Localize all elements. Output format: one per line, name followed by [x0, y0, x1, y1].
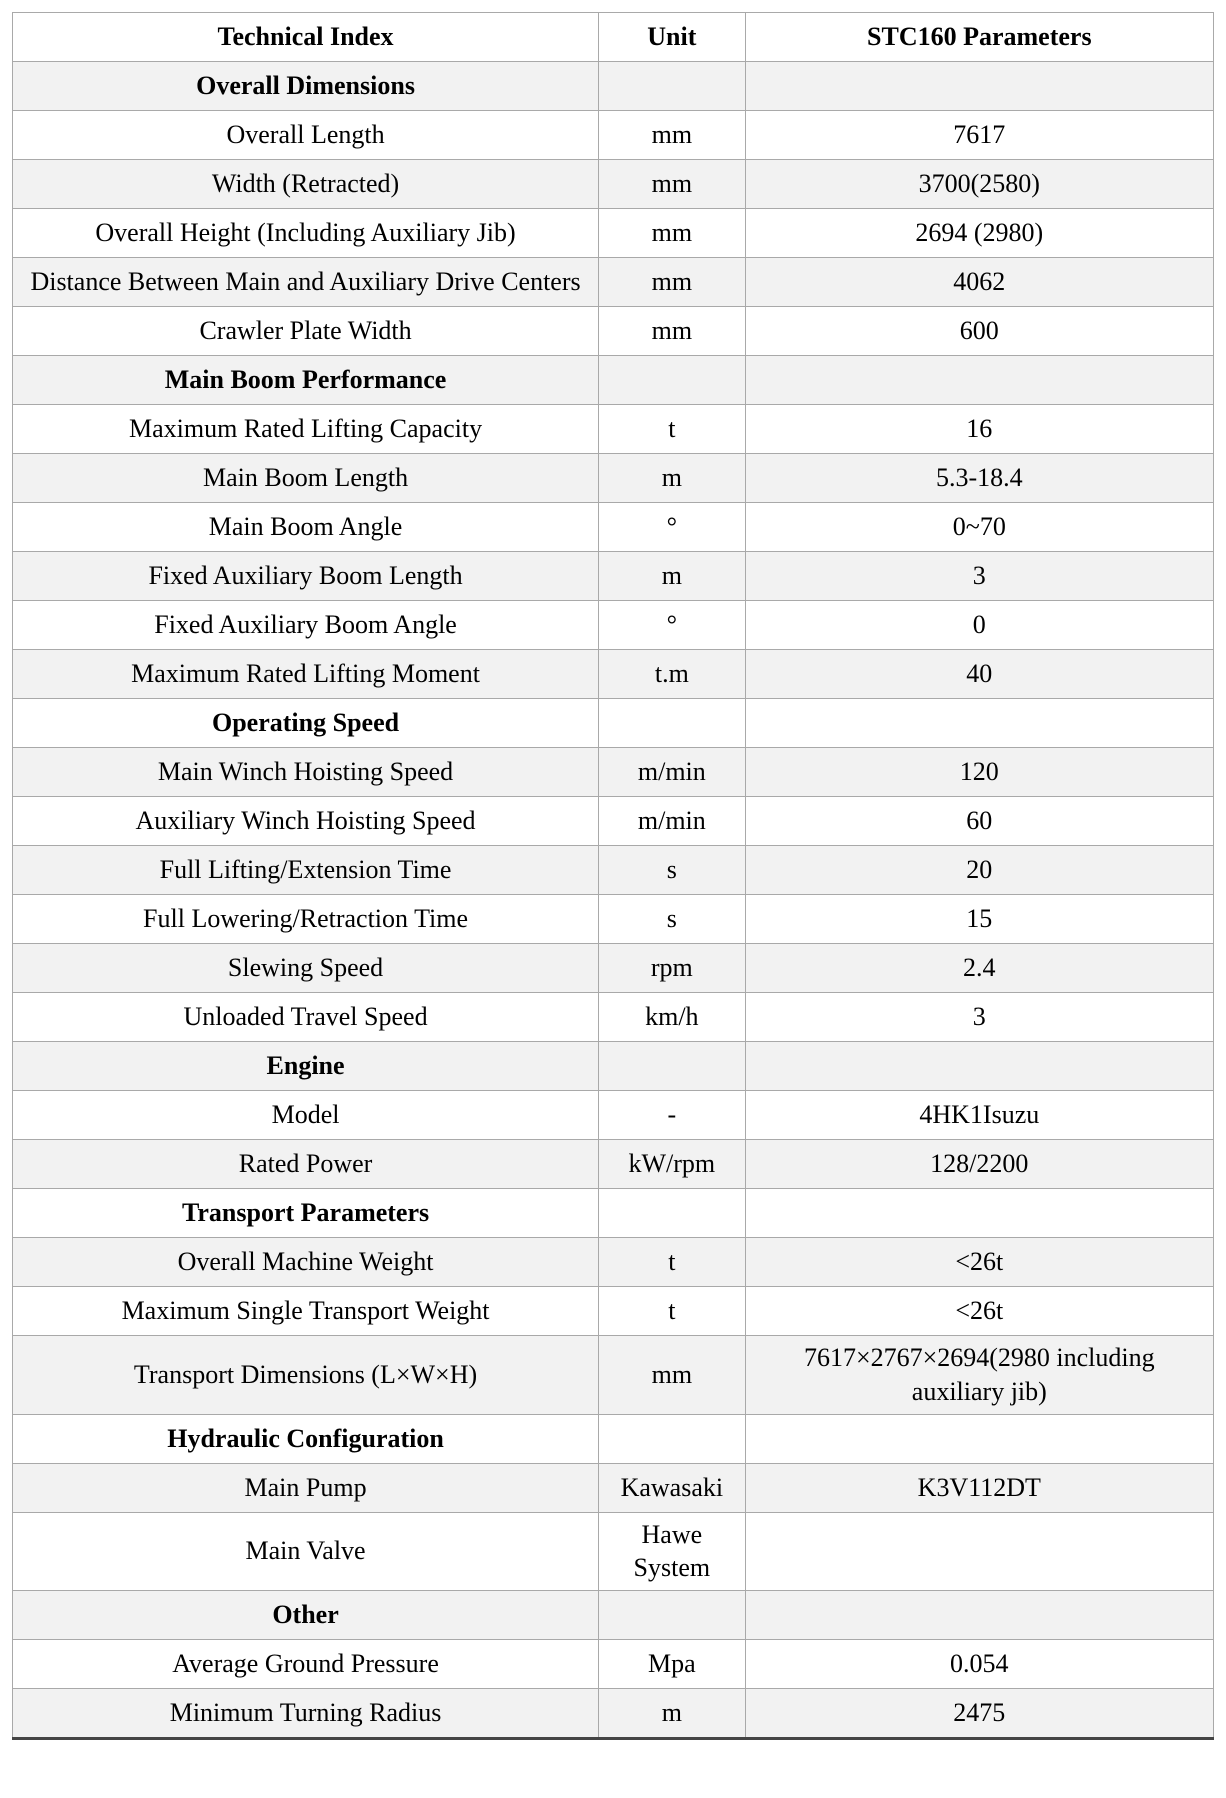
unit-cell: s	[599, 846, 746, 895]
section-title: Main Boom Performance	[13, 356, 599, 405]
table-row	[13, 944, 1214, 993]
parameter-value-cell: 0~70	[745, 503, 1213, 552]
parameter-value-cell: 4062	[745, 258, 1213, 307]
parameter-value-cell: 5.3-18.4	[745, 454, 1213, 503]
table-row	[13, 307, 1214, 356]
parameter-value-cell: 0.054	[745, 1640, 1213, 1689]
unit-cell: m	[599, 454, 746, 503]
table-row	[13, 1238, 1214, 1287]
unit-cell	[599, 1414, 746, 1463]
unit-cell: m	[599, 1689, 746, 1739]
unit-cell	[599, 1189, 746, 1238]
section-title: Hydraulic Configuration	[13, 1414, 599, 1463]
unit-cell	[599, 699, 746, 748]
unit-cell: t	[599, 1238, 746, 1287]
technical-index-cell: Main Pump	[13, 1463, 599, 1512]
technical-index-cell: Average Ground Pressure	[13, 1640, 599, 1689]
technical-index-cell: Main Boom Angle	[13, 503, 599, 552]
table-row	[13, 1140, 1214, 1189]
parameter-value-cell: 2.4	[745, 944, 1213, 993]
technical-index-cell: Crawler Plate Width	[13, 307, 599, 356]
parameter-value-cell: 3	[745, 993, 1213, 1042]
unit-cell: m/min	[599, 748, 746, 797]
technical-index-cell: Full Lowering/Retraction Time	[13, 895, 599, 944]
parameter-value-cell: 15	[745, 895, 1213, 944]
unit-cell: km/h	[599, 993, 746, 1042]
parameter-value-cell: <26t	[745, 1238, 1213, 1287]
table-row	[13, 209, 1214, 258]
parameter-value-cell: 600	[745, 307, 1213, 356]
parameter-value-cell: K3V112DT	[745, 1463, 1213, 1512]
table-row	[13, 503, 1214, 552]
unit-cell: m/min	[599, 797, 746, 846]
section-title: Operating Speed	[13, 699, 599, 748]
section-row	[13, 1042, 1214, 1091]
technical-index-cell: Model	[13, 1091, 599, 1140]
column-header-stc160-parameters: STC160 Parameters	[745, 13, 1213, 62]
table-row	[13, 1336, 1214, 1415]
parameter-value-cell	[745, 1591, 1213, 1640]
technical-index-cell: Fixed Auxiliary Boom Length	[13, 552, 599, 601]
table-row	[13, 160, 1214, 209]
parameter-value-cell: 20	[745, 846, 1213, 895]
parameter-value-cell: 7617	[745, 111, 1213, 160]
unit-cell	[599, 356, 746, 405]
technical-index-cell: Unloaded Travel Speed	[13, 993, 599, 1042]
section-title: Transport Parameters	[13, 1189, 599, 1238]
parameter-value-cell	[745, 1189, 1213, 1238]
technical-index-cell: Slewing Speed	[13, 944, 599, 993]
parameter-value-cell: 4HK1Isuzu	[745, 1091, 1213, 1140]
technical-index-cell: Transport Dimensions (L×W×H)	[13, 1336, 599, 1415]
table-row	[13, 797, 1214, 846]
unit-cell: t	[599, 405, 746, 454]
parameter-value-cell: 0	[745, 601, 1213, 650]
table-row	[13, 454, 1214, 503]
table-row	[13, 748, 1214, 797]
technical-index-cell: Maximum Single Transport Weight	[13, 1287, 599, 1336]
unit-cell: Kawasaki	[599, 1463, 746, 1512]
parameter-value-cell	[745, 62, 1213, 111]
parameter-value-cell: <26t	[745, 1287, 1213, 1336]
spec-table	[12, 12, 1214, 1740]
parameter-value-cell: 3	[745, 552, 1213, 601]
table-row	[13, 601, 1214, 650]
technical-index-cell: Overall Machine Weight	[13, 1238, 599, 1287]
parameter-value-cell: 120	[745, 748, 1213, 797]
unit-cell: s	[599, 895, 746, 944]
unit-cell: m	[599, 552, 746, 601]
technical-index-cell: Minimum Turning Radius	[13, 1689, 599, 1739]
unit-cell: mm	[599, 307, 746, 356]
table-row	[13, 552, 1214, 601]
parameter-value-cell	[745, 1512, 1213, 1591]
header-row	[13, 13, 1214, 62]
table-row	[13, 1287, 1214, 1336]
technical-index-cell: Maximum Rated Lifting Capacity	[13, 405, 599, 454]
technical-index-cell: Main Boom Length	[13, 454, 599, 503]
unit-cell: t.m	[599, 650, 746, 699]
parameter-value-cell: 2694 (2980)	[745, 209, 1213, 258]
parameter-value-cell: 7617×2767×2694(2980 including auxiliary jib)	[745, 1336, 1213, 1415]
technical-index-cell: Auxiliary Winch Hoisting Speed	[13, 797, 599, 846]
technical-index-cell: Maximum Rated Lifting Moment	[13, 650, 599, 699]
technical-index-cell: Fixed Auxiliary Boom Angle	[13, 601, 599, 650]
unit-cell: mm	[599, 1336, 746, 1415]
parameter-value-cell: 40	[745, 650, 1213, 699]
unit-cell: mm	[599, 209, 746, 258]
section-row	[13, 1414, 1214, 1463]
section-row	[13, 1591, 1214, 1640]
parameter-value-cell: 128/2200	[745, 1140, 1213, 1189]
column-header-technical-index: Technical Index	[13, 13, 599, 62]
technical-index-cell: Overall Height (Including Auxiliary Jib)	[13, 209, 599, 258]
section-row	[13, 62, 1214, 111]
column-header-unit: Unit	[599, 13, 746, 62]
table-row	[13, 895, 1214, 944]
technical-index-cell: Width (Retracted)	[13, 160, 599, 209]
section-title: Other	[13, 1591, 599, 1640]
parameter-value-cell	[745, 1414, 1213, 1463]
unit-cell: -	[599, 1091, 746, 1140]
unit-cell	[599, 62, 746, 111]
unit-cell: kW/rpm	[599, 1140, 746, 1189]
section-title: Engine	[13, 1042, 599, 1091]
unit-cell: °	[599, 601, 746, 650]
table-row	[13, 1463, 1214, 1512]
unit-cell: rpm	[599, 944, 746, 993]
table-row	[13, 1640, 1214, 1689]
table-row	[13, 993, 1214, 1042]
unit-cell: mm	[599, 160, 746, 209]
table-row	[13, 405, 1214, 454]
table-row	[13, 258, 1214, 307]
parameter-value-cell	[745, 1042, 1213, 1091]
table-row	[13, 1689, 1214, 1739]
table-row	[13, 1512, 1214, 1591]
section-row	[13, 699, 1214, 748]
parameter-value-cell: 60	[745, 797, 1213, 846]
section-row	[13, 1189, 1214, 1238]
technical-index-cell: Main Winch Hoisting Speed	[13, 748, 599, 797]
table-row	[13, 650, 1214, 699]
table-row	[13, 846, 1214, 895]
unit-cell	[599, 1042, 746, 1091]
section-row	[13, 356, 1214, 405]
unit-cell: mm	[599, 111, 746, 160]
parameter-value-cell	[745, 699, 1213, 748]
parameter-value-cell	[745, 356, 1213, 405]
technical-index-cell: Distance Between Main and Auxiliary Drive Centers	[13, 258, 599, 307]
technical-index-cell: Main Valve	[13, 1512, 599, 1591]
unit-cell: t	[599, 1287, 746, 1336]
parameter-value-cell: 16	[745, 405, 1213, 454]
technical-index-cell: Rated Power	[13, 1140, 599, 1189]
unit-cell: Mpa	[599, 1640, 746, 1689]
technical-index-cell: Full Lifting/Extension Time	[13, 846, 599, 895]
table-row	[13, 111, 1214, 160]
unit-cell: °	[599, 503, 746, 552]
spec-table-body	[13, 62, 1214, 1739]
unit-cell: Hawe System	[599, 1512, 746, 1591]
table-row	[13, 1091, 1214, 1140]
parameter-value-cell: 2475	[745, 1689, 1213, 1739]
unit-cell	[599, 1591, 746, 1640]
parameter-value-cell: 3700(2580)	[745, 160, 1213, 209]
technical-index-cell: Overall Length	[13, 111, 599, 160]
unit-cell: mm	[599, 258, 746, 307]
section-title: Overall Dimensions	[13, 62, 599, 111]
